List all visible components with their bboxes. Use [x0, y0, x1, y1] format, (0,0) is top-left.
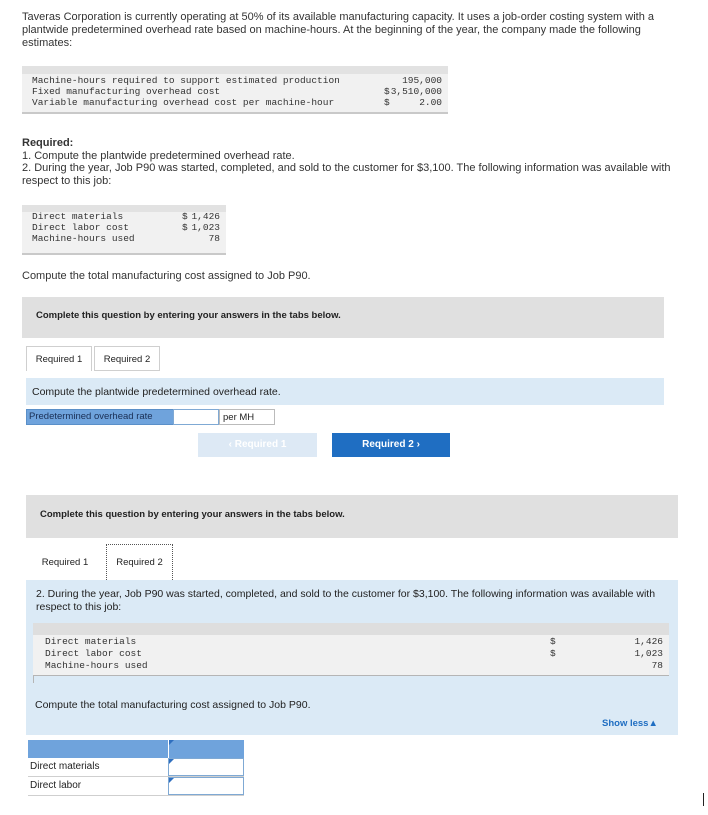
- table-divider: [33, 675, 669, 676]
- prev-required-1-button[interactable]: ‹ Required 1: [198, 433, 317, 457]
- tab-required-1[interactable]: Required 1: [32, 549, 98, 574]
- overhead-rate-input[interactable]: [173, 409, 219, 425]
- direct-labor-input[interactable]: [168, 777, 244, 795]
- table-divider: [33, 675, 34, 683]
- question-panel: 2. During the year, Job P90 was started, completed, and sold to the customer for $3,100. The following information was available with respect to this job:: [26, 580, 678, 735]
- direct-materials-input[interactable]: [168, 758, 244, 776]
- required-item-2: 2. During the year, Job P90 was started, completed, and sold to the customer for $3,100. The following information was available with respect to this job:: [22, 162, 671, 187]
- tab-required-2[interactable]: Required 2: [94, 346, 160, 371]
- triangle-up-icon: ▲: [648, 718, 658, 729]
- required-item-1: 1. Compute the plantwide predetermined overhead rate.: [22, 149, 295, 162]
- table-row: Direct materials $ 1,426: [32, 211, 220, 222]
- table-row: Variable manufacturing overhead cost per machine-hour $ 2.00: [32, 97, 442, 108]
- answer-row: Direct labor: [28, 777, 244, 796]
- compute-instruction: Compute the total manufacturing cost assigned to Job P90.: [35, 699, 311, 711]
- instruction-bar: Complete this question by entering your answers in the tabs below.: [26, 495, 678, 538]
- job-table: [22, 205, 226, 255]
- instruction-bar: Complete this question by entering your answers in the tabs below.: [22, 297, 664, 338]
- table-row: Direct labor cost $ 1,023: [32, 222, 220, 233]
- table-row: Machine-hours used 78: [45, 660, 663, 671]
- overhead-rate-label: Predetermined overhead rate: [26, 409, 174, 425]
- problem-intro: Taveras Corporation is currently operating at 50% of its available manufacturing capacity. It uses a job-order costing system with a plantwide predetermined overhead rate based on machine-hours. At the beginning of the year, the company made the following estimates:: [22, 11, 654, 49]
- answer-table-header: [28, 740, 244, 758]
- table-row: Machine-hours required to support estimated production 195,000: [32, 75, 442, 86]
- tab-required-2[interactable]: Required 2: [106, 544, 173, 580]
- table-row: Machine-hours used 78: [32, 233, 220, 244]
- required-section: [22, 137, 698, 187]
- show-less-link[interactable]: Show less▲: [602, 718, 658, 729]
- estimates-table: [22, 66, 448, 114]
- table-row: Fixed manufacturing overhead cost $ 3,510,000: [32, 86, 442, 97]
- table-row: Direct materials $ 1,426: [45, 636, 663, 647]
- answer-row: Direct materials: [28, 758, 244, 777]
- question-band: Compute the plantwide predetermined overhead rate.: [26, 378, 664, 405]
- chevron-left-icon: ‹: [228, 439, 232, 450]
- input-marker-icon: [169, 740, 174, 745]
- input-marker-icon: [169, 759, 174, 764]
- tab-required-1[interactable]: Required 1: [26, 346, 92, 371]
- required-heading: Required:: [22, 137, 74, 149]
- table-header-band: [22, 66, 448, 74]
- text-cursor: [703, 793, 704, 806]
- input-marker-icon: [169, 778, 174, 783]
- chevron-right-icon: ›: [416, 439, 420, 450]
- compute-instruction: Compute the total manufacturing cost assigned to Job P90.: [22, 270, 311, 282]
- next-required-2-button[interactable]: Required 2 ›: [332, 433, 450, 457]
- job-data-table: [33, 623, 669, 675]
- table-row: Direct labor cost $ 1,023: [45, 648, 663, 659]
- overhead-rate-unit: per MH: [219, 409, 275, 425]
- table-header-band: [33, 623, 669, 635]
